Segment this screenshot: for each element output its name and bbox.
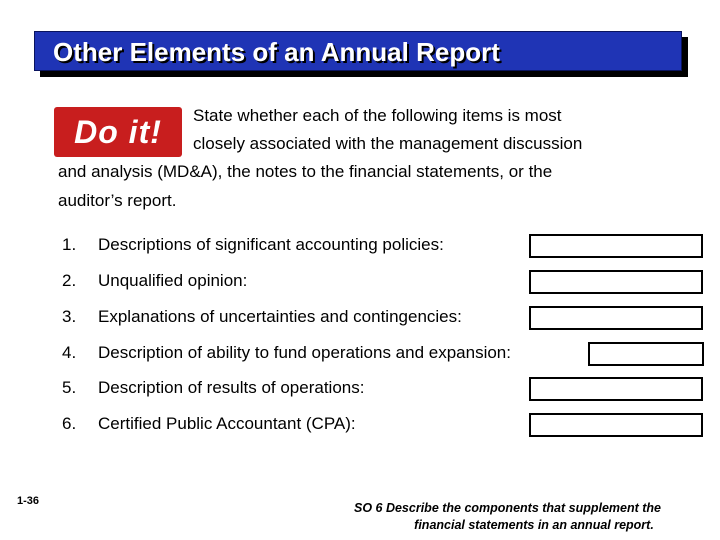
answer-box-2[interactable] <box>529 270 703 294</box>
item-text: Unqualified opinion: <box>98 271 248 290</box>
answer-box-4[interactable] <box>588 342 704 366</box>
answer-box-1[interactable] <box>529 234 703 258</box>
title-banner <box>34 31 682 71</box>
item-number: 4. <box>62 343 77 362</box>
item-text: Description of results of operations: <box>98 378 365 397</box>
footer-line-2: financial statements in an annual report. <box>414 518 654 532</box>
footer-line-1: SO 6 Describe the components that supplement the <box>354 501 662 515</box>
list-item <box>62 378 364 398</box>
answer-box-6[interactable] <box>529 413 703 437</box>
item-text: Explanations of uncertainties and contingencies: <box>98 307 462 326</box>
intro-line-1: State whether each of the following items is most <box>193 106 562 125</box>
slide-number: 1-36 <box>17 495 40 507</box>
answer-box-3[interactable] <box>529 306 703 330</box>
intro-line-2: closely associated with the management discussion <box>193 134 583 153</box>
do-it-badge <box>54 107 182 157</box>
list-item <box>62 271 247 291</box>
item-number: 6. <box>62 414 77 433</box>
item-number: 5. <box>62 378 77 397</box>
list-item <box>62 307 462 327</box>
item-text: Descriptions of significant accounting policies: <box>98 235 444 254</box>
intro-line-3: and analysis (MD&A), the notes to the financial statements, or the <box>58 162 553 181</box>
list-item <box>62 235 444 255</box>
page-title: Other Elements of an Annual Report <box>53 37 500 67</box>
item-number: 2. <box>62 271 77 290</box>
intro-line-4: auditor’s report. <box>58 191 177 210</box>
item-text: Description of ability to fund operations and expansion: <box>98 343 511 362</box>
list-item <box>62 343 511 363</box>
study-objective-footer <box>354 500 714 534</box>
item-text: Certified Public Accountant (CPA): <box>98 414 356 433</box>
item-number: 1. <box>62 235 77 254</box>
list-item <box>62 414 356 434</box>
answer-box-5[interactable] <box>529 377 703 401</box>
do-it-label: Do it! <box>74 113 162 150</box>
item-number: 3. <box>62 307 77 326</box>
